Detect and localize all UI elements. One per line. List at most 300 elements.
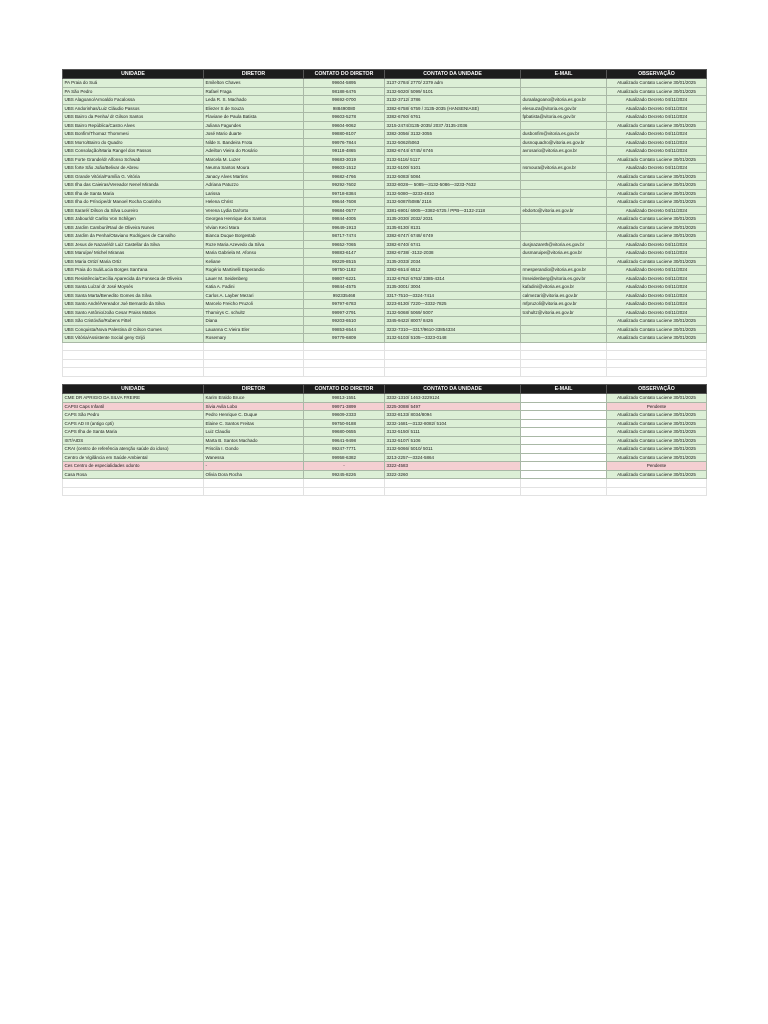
units-table-secondary <box>62 384 706 496</box>
table-row <box>63 308 707 317</box>
empty-cell <box>204 479 304 488</box>
empty-cell <box>204 351 304 360</box>
cell-email: avrosario@vitoria.es.gov.br <box>521 147 607 156</box>
table-row <box>63 172 707 181</box>
cell-unidade: UBS Bairro da Penha/ dr Gilson Santos <box>63 113 204 122</box>
cell-contato-unidade: 3132-5116/ 5117 <box>385 155 521 164</box>
cell-diretor: Elaine C. Santos Freitas <box>204 419 304 428</box>
cell-email: fpbatista@vitoria.es.gov.br <box>521 113 607 122</box>
cell-email <box>521 453 607 462</box>
cell-contato-diretor: 99247-7771 <box>304 445 385 454</box>
cell-contato-unidade: 3132-5103/ 5105—3323-0148 <box>385 334 521 343</box>
cell-observacao: Atualizado Contato Luciene 30/01/2025 <box>607 445 707 454</box>
cell-observacao: Atualizado Decreto 04/11/2024 <box>607 147 707 156</box>
cell-unidade: Centro de Vigilância em Saúde Ambiental <box>63 453 204 462</box>
cell-contato-unidade: 3322-3260 <box>385 470 521 479</box>
cell-diretor: Maria Gabriela M. Afonso <box>204 249 304 258</box>
cell-contato-diretor: 99750-1182 <box>304 266 385 275</box>
table-row <box>63 113 707 122</box>
cell-observacao: Atualizado Contato Luciene 30/01/2025 <box>607 155 707 164</box>
table-row <box>63 394 707 403</box>
cell-contato-diretor: 99118-4865 <box>304 147 385 156</box>
cell-observacao: Atualizado Decreto 04/11/2024 <box>607 164 707 173</box>
cell-unidade: UBS Jardim da Penha/Otaviano Rodrigues de Carvalho <box>63 232 204 241</box>
cell-contato-unidade: 3382-6740/ 6741 <box>385 240 521 249</box>
cell-contato-diretor: 99603-5278 <box>304 113 385 122</box>
cell-email <box>521 155 607 164</box>
cell-email <box>521 223 607 232</box>
cell-observacao: Atualizado Contato Luciene 30/01/2025 <box>607 79 707 88</box>
empty-cell <box>63 479 204 488</box>
cell-diretor: Marcelo Freicho Pruzoli <box>204 300 304 309</box>
empty-cell <box>304 351 385 360</box>
cell-contato-unidade: 3317-7510—3324-7414 <box>385 291 521 300</box>
cell-contato-unidade: 3132-5083/ 5084 <box>385 172 521 181</box>
table-row <box>63 138 707 147</box>
cell-email: dusjnazareth@vitoria.es.gov.br <box>521 240 607 249</box>
cell-contato-diretor: 99718-8384 <box>304 189 385 198</box>
cell-observacao: Atualizado Decreto 04/11/2024 <box>607 206 707 215</box>
cell-contato-unidade: 3132-3712/ 3786 <box>385 96 521 105</box>
cell-contato-unidade: 3382-6760/ 6761 <box>385 113 521 122</box>
cell-unidade: UBS Forte Grande/dr Alfonso Schwab <box>63 155 204 164</box>
table-body <box>63 394 707 496</box>
empty-cell <box>304 342 385 351</box>
cell-observacao: Atualizado Contato Luciene 30/01/2025 <box>607 436 707 445</box>
cell-contato-unidade: 3345-9422/ 8007/ 8426 <box>385 317 521 326</box>
cell-observacao: Atualizado Contato Luciene 30/01/2025 <box>607 121 707 130</box>
cell-email: dusbonfim@vitoria.es.gov.br <box>521 130 607 139</box>
cell-contato-unidade: 3135-3001/ 3004 <box>385 283 521 292</box>
header-row <box>63 70 707 79</box>
cell-observacao: Atualizado Decreto 04/11/2024 <box>607 249 707 258</box>
cell-contato-unidade: 3135-2033/ 2034 <box>385 257 521 266</box>
cell-contato-diretor: 99245-8226 <box>304 470 385 479</box>
table <box>62 69 707 377</box>
cell-diretor: Thamirys C. schultz <box>204 308 304 317</box>
cell-observacao: Atualizado Decreto 04/11/2024 <box>607 274 707 283</box>
table-row <box>63 189 707 198</box>
table-row <box>63 291 707 300</box>
cell-observacao: Atualizado Contato Luciene 30/01/2025 <box>607 189 707 198</box>
cell-observacao: Atualizado Decreto 04/11/2024 <box>607 300 707 309</box>
cell-contato-diretor: 99883-6147 <box>304 249 385 258</box>
cell-contato-diretor: 99644-7608 <box>304 198 385 207</box>
cell-unidade: UBS Alagoano/Arnoaldo Facalossa <box>63 96 204 105</box>
cell-contato-unidade: 3223-8130/ 7220—3332-7825 <box>385 300 521 309</box>
header-contato-unidade: CONTATO DA UNIDADE <box>385 70 521 79</box>
cell-observacao: Atualizado Contato Luciene 30/01/2025 <box>607 223 707 232</box>
cell-unidade: UBS Santa Luíza/ dr José Moysés <box>63 283 204 292</box>
table-row <box>63 300 707 309</box>
cell-diretor: Priscila I. Gondo <box>204 445 304 454</box>
table-row <box>63 130 707 139</box>
table-row <box>63 445 707 454</box>
cell-email: dusmaruipe@vitoria.es.gov.br <box>521 249 607 258</box>
table-row <box>63 411 707 420</box>
cell-unidade: UBS Morro/Bairro do Quadro <box>63 138 204 147</box>
cell-diretor: Adeilton Vieira do Rosário <box>204 147 304 156</box>
table-row <box>63 462 707 471</box>
cell-diretor: Lauanna C.Vieira Eler <box>204 325 304 334</box>
cell-contato-unidade: 3381-6901/ 6905—3382-6725 / PPB—3132-2118 <box>385 206 521 215</box>
empty-cell <box>63 368 204 377</box>
cell-email <box>521 428 607 437</box>
header-email: E-MAIL <box>521 70 607 79</box>
cell-email <box>521 121 607 130</box>
empty-cell <box>385 342 521 351</box>
cell-diretor: Vivian Keci Mara <box>204 223 304 232</box>
cell-unidade: PA São Pedro <box>63 87 204 96</box>
cell-observacao: Atualizado Decreto 04/11/2024 <box>607 113 707 122</box>
table-row <box>63 453 707 462</box>
cell-unidade: Casa Rosa <box>63 470 204 479</box>
cell-diretor: Katia A. Fadini <box>204 283 304 292</box>
empty-cell <box>204 359 304 368</box>
table-body <box>63 79 707 377</box>
table-row <box>63 317 707 326</box>
cell-unidade: UBS Consolação/Maria Rangel dos Passos <box>63 147 204 156</box>
cell-diretor: Marcela M. Luzer <box>204 155 304 164</box>
cell-email: lmseidenberg@vitoria.es.gov.br <box>521 274 607 283</box>
empty-cell <box>385 368 521 377</box>
cell-observacao: Atualizado Contato Luciene 30/01/2025 <box>607 419 707 428</box>
cell-contato-diretor: 99779-6809 <box>304 334 385 343</box>
cell-contato-unidade: 3137-2784/ 2770/ 2379 adm <box>385 79 521 88</box>
empty-cell <box>204 487 304 496</box>
cell-email <box>521 419 607 428</box>
cell-diretor: Olivia Dora Rocha <box>204 470 304 479</box>
cell-observacao: Atualizado Contato Luciene 30/01/2025 <box>607 428 707 437</box>
cell-diretor: Carlos A. Layber Mezari <box>204 291 304 300</box>
cell-email: dusnoquadro@vitoria.es.gov.br <box>521 138 607 147</box>
cell-contato-diretor: 99853-6544 <box>304 325 385 334</box>
cell-unidade: PA Praia do Suá <box>63 79 204 88</box>
cell-observacao: Pendente <box>607 462 707 471</box>
empty-row <box>63 342 707 351</box>
cell-email <box>521 232 607 241</box>
cell-contato-unidade: 3332-8028— 5085—3132-5086—3233-7632 <box>385 181 521 190</box>
empty-cell <box>304 479 385 488</box>
table-row <box>63 223 707 232</box>
cell-unidade: UBS Grande Vitória/Família G. Vitória <box>63 172 204 181</box>
table-row <box>63 470 707 479</box>
cell-contato-diretor: 99976-7844 <box>304 138 385 147</box>
cell-contato-diretor: 99813-1551 <box>304 394 385 403</box>
cell-contato-diretor: 99997-2791 <box>304 308 385 317</box>
table-row <box>63 266 707 275</box>
cell-contato-diretor: 99682-4766 <box>304 172 385 181</box>
cell-contato-unidade: 3213-2257—3324-5864 <box>385 453 521 462</box>
table-row <box>63 232 707 241</box>
cell-email <box>521 334 607 343</box>
cell-contato-diretor: 99292-7602 <box>304 181 385 190</box>
empty-row <box>63 351 707 360</box>
cell-diretor: Karim Eraldo Bruce <box>204 394 304 403</box>
cell-email <box>521 445 607 454</box>
empty-cell <box>385 479 521 488</box>
cell-unidade: IST/AIDS <box>63 436 204 445</box>
cell-observacao: Atualizado Decreto 04/11/2024 <box>607 138 707 147</box>
cell-contato-unidade: 3132-6762/ 6763/ 3385-4314 <box>385 274 521 283</box>
cell-diretor: José Mario duarte <box>204 130 304 139</box>
cell-email: kafadini@vitoria.es.gov.br <box>521 283 607 292</box>
cell-diretor: Neuma Santos Moura <box>204 164 304 173</box>
cell-contato-unidade: 3382-6514/ 6512 <box>385 266 521 275</box>
cell-diretor: Adriana Patuzzo <box>204 181 304 190</box>
cell-contato-unidade: 3132-5068/ 5069/ 5007 <box>385 308 521 317</box>
cell-diretor: Marta B. Santos Machado <box>204 436 304 445</box>
cell-email <box>521 87 607 96</box>
empty-cell <box>521 351 607 360</box>
cell-unidade: UBS Jardim Camburi/Raul de Oliveira Nunes <box>63 223 204 232</box>
cell-unidade: UBS Maria Ortiz/ Maria Ortiz <box>63 257 204 266</box>
cell-observacao: Atualizado Decreto 04/11/2024 <box>607 283 707 292</box>
cell-unidade: CAPS São Pedro <box>63 411 204 420</box>
cell-email <box>521 325 607 334</box>
header-row <box>63 385 707 394</box>
empty-cell <box>304 368 385 377</box>
header-contato-diretor: CONTATO DO DIRETOR <box>304 70 385 79</box>
cell-email <box>521 257 607 266</box>
cell-contato-diretor: 99958-6382 <box>304 453 385 462</box>
empty-cell <box>204 368 304 377</box>
cell-unidade: UBS Andorinhas/Luiz Cláudio Passos <box>63 104 204 113</box>
cell-observacao: Atualizado Decreto 04/11/2024 <box>607 104 707 113</box>
cell-contato-diretor: 99609-2333 <box>304 411 385 420</box>
cell-contato-diretor: 99844-4575 <box>304 283 385 292</box>
cell-observacao: Atualizado Contato Luciene 30/01/2025 <box>607 411 707 420</box>
cell-observacao: Atualizado Contato Luciene 30/01/2025 <box>607 215 707 224</box>
cell-diretor: Pedro Henrique C. Duque <box>204 411 304 420</box>
table-row <box>63 249 707 258</box>
table-row <box>63 215 707 224</box>
table-row <box>63 164 707 173</box>
cell-diretor: Janacy Alves Martins <box>204 172 304 181</box>
empty-cell <box>63 359 204 368</box>
cell-diretor: Lauer M. Seidenberg <box>204 274 304 283</box>
cell-email <box>521 317 607 326</box>
cell-contato-unidade: 3232-7310—3317/9610-33854334 <box>385 325 521 334</box>
empty-cell <box>607 368 707 377</box>
cell-contato-unidade: 3132-5107/ 5106 <box>385 436 521 445</box>
cell-email <box>521 462 607 471</box>
cell-email <box>521 198 607 207</box>
cell-contato-unidade: 3132-5087/5088/ 2116 <box>385 198 521 207</box>
cell-contato-unidade: 3382-6747/ 6748/ 6749 <box>385 232 521 241</box>
empty-row <box>63 479 707 488</box>
cell-diretor: Juliana Fagundes <box>204 121 304 130</box>
cell-unidade: UBS Santa Marta/Benedito Gomes da Silva <box>63 291 204 300</box>
cell-contato-diretor: 992335468 <box>304 291 385 300</box>
cell-diretor: Wanessa <box>204 453 304 462</box>
cell-contato-unidade: 3132-5020/ 5099/ 5101 <box>385 87 521 96</box>
cell-diretor: Leda R. S. Machado <box>204 96 304 105</box>
cell-email: duraalagoano@vitoria.es.gov.br <box>521 96 607 105</box>
cell-unidade: UBS Praia do Suá/Lucia Borges Sant'ana <box>63 266 204 275</box>
cell-unidade: UBS Ilha do Príncipe/dr Manoel Rocha Coutinho <box>63 198 204 207</box>
empty-cell <box>385 487 521 496</box>
table-row <box>63 147 707 156</box>
table <box>62 384 707 496</box>
cell-unidade: UBS Ilha de Santa Maria <box>63 189 204 198</box>
units-table-primary <box>62 69 706 377</box>
cell-email <box>521 436 607 445</box>
cell-observacao: Atualizado Contato Luciene 30/01/2025 <box>607 232 707 241</box>
empty-cell <box>521 359 607 368</box>
cell-contato-unidade: 3132-5150/ 5111 <box>385 428 521 437</box>
cell-contato-diretor: 99971-3899 <box>304 402 385 411</box>
table-row <box>63 198 707 207</box>
cell-observacao: Atualizado Contato Luciene 30/01/2025 <box>607 172 707 181</box>
cell-diretor: Rafael Fraga <box>204 87 304 96</box>
cell-diretor: Eliezer S de Souza <box>204 104 304 113</box>
cell-contato-diretor: 99844-4005 <box>304 215 385 224</box>
cell-diretor: Bianca Duque Borgestab <box>204 232 304 241</box>
table-row <box>63 121 707 130</box>
cell-contato-unidade: 3135-8130/ 8131 <box>385 223 521 232</box>
cell-observacao: Atualizado Contato Luciene 30/01/2025 <box>607 453 707 462</box>
header-diretor: DIRETOR <box>204 70 304 79</box>
empty-row <box>63 487 707 496</box>
cell-contato-diretor: 99684-0577 <box>304 206 385 215</box>
cell-diretor: Georgea Henrique dos Santos <box>204 215 304 224</box>
empty-cell <box>63 342 204 351</box>
cell-email: ebdorto@vitoria.es.gov.br <box>521 206 607 215</box>
cell-unidade: UBS Resistência/Cecília Aparecida da Fonseca de Oliveira <box>63 274 204 283</box>
header-unidade: UNIDADE <box>63 70 204 79</box>
empty-cell <box>304 487 385 496</box>
cell-unidade: CME DR APRIGIO DA SILVA FREIRE <box>63 394 204 403</box>
cell-diretor: Roze Maria Azevedo da Silva <box>204 240 304 249</box>
table-row <box>63 334 707 343</box>
table-row <box>63 240 707 249</box>
cell-diretor: Rosemary <box>204 334 304 343</box>
cell-contato-diretor: - <box>304 462 385 471</box>
cell-contato-unidade: 3232-1681—3132-8082/ 5104 <box>385 419 521 428</box>
empty-cell <box>204 342 304 351</box>
cell-contato-diretor: 99750-9188 <box>304 419 385 428</box>
cell-email: tcshultz@vitoria.es.gov.br <box>521 308 607 317</box>
table-row <box>63 419 707 428</box>
cell-observacao: Atualizado Decreto 04/11/2024 <box>607 96 707 105</box>
table-row <box>63 325 707 334</box>
cell-diretor: Luiz Claudio <box>204 428 304 437</box>
cell-observacao: Atualizado Contato Luciene 30/01/2025 <box>607 257 707 266</box>
cell-email: calmezari@vitoria.es.gov.br <box>521 291 607 300</box>
header-observacao: OBSERVAÇÃO <box>607 70 707 79</box>
cell-unidade: CAPSI Caps Infantil <box>63 402 204 411</box>
cell-email <box>521 394 607 403</box>
cell-unidade: UBS Bairro República/Castro Alves <box>63 121 204 130</box>
table-row <box>63 79 707 88</box>
cell-contato-diretor: 98717-7474 <box>304 232 385 241</box>
cell-contato-diretor: 99880-8107 <box>304 130 385 139</box>
cell-observacao: Atualizado Decreto 04/11/2024 <box>607 240 707 249</box>
cell-contato-unidade: 3322-4583 <box>385 462 521 471</box>
cell-unidade: UBS Ilha das Caieiras/Vereador Nenel Miranda <box>63 181 204 190</box>
cell-contato-diretor: 99229-8515 <box>304 257 385 266</box>
cell-email <box>521 79 607 88</box>
table-row <box>63 104 707 113</box>
empty-cell <box>607 487 707 496</box>
cell-contato-diretor: 99604-9062 <box>304 121 385 130</box>
cell-email <box>521 181 607 190</box>
cell-contato-diretor: 99683-3019 <box>304 155 385 164</box>
table-row <box>63 436 707 445</box>
cell-email: mfpruzoli@vitoria.es.gov.br <box>521 300 607 309</box>
cell-diretor: Nilde S. Bandeira Frota <box>204 138 304 147</box>
cell-contato-diretor: 99203-6510 <box>304 317 385 326</box>
empty-row <box>63 359 707 368</box>
cell-diretor: Rogério Martinelli Esperandio <box>204 266 304 275</box>
header-unidade: UNIDADE <box>63 385 204 394</box>
cell-diretor: Diana <box>204 317 304 326</box>
cell-unidade: UBS Itararé/ Dilson da Silva Loureiro <box>63 206 204 215</box>
empty-cell <box>607 351 707 360</box>
header-email: E-MAIL <box>521 385 607 394</box>
cell-contato-unidade: 3132-5062/5063 <box>385 138 521 147</box>
empty-cell <box>385 351 521 360</box>
cell-contato-unidade: 3132-5100/ 5101 <box>385 164 521 173</box>
cell-email <box>521 470 607 479</box>
cell-diretor: Emilelton Chaves <box>204 79 304 88</box>
empty-cell <box>521 342 607 351</box>
cell-unidade: CAPS AD III (antigo cpti) <box>63 419 204 428</box>
table-row <box>63 155 707 164</box>
cell-email <box>521 411 607 420</box>
cell-contato-diretor: 99649-1913 <box>304 223 385 232</box>
empty-cell <box>385 359 521 368</box>
cell-unidade: CRAI (centro de referência atenção saúde do idoso) <box>63 445 204 454</box>
cell-observacao: Atualizado Decreto 04/11/2024 <box>607 291 707 300</box>
header-observacao: OBSERVAÇÃO <box>607 385 707 394</box>
table-row <box>63 181 707 190</box>
header-contato-unidade: CONTATO DA UNIDADE <box>385 385 521 394</box>
cell-contato-unidade: 3382-6738/ -3132-2038 <box>385 249 521 258</box>
cell-contato-diretor: 99797-6783 <box>304 300 385 309</box>
cell-unidade: UBS Jabour/dr Carlito Von Schilgen <box>63 215 204 224</box>
cell-observacao: Atualizado Contato Luciene 30/01/2025 <box>607 334 707 343</box>
cell-observacao: Atualizado Contato Luciene 30/01/2025 <box>607 317 707 326</box>
cell-diretor: - <box>204 462 304 471</box>
cell-contato-unidade: 3332-8133/ 8034/8094 <box>385 411 521 420</box>
cell-email: nsmoura@vitoria.es.gov.br <box>521 164 607 173</box>
cell-contato-unidade: 3225-3088/ 5497 <box>385 402 521 411</box>
cell-unidade: UBS São Cristóvão/Rubens Fittel <box>63 317 204 326</box>
cell-contato-diretor: 99807-6221 <box>304 274 385 283</box>
cell-unidade: UBS Maruípe/ Michel Miranas <box>63 249 204 258</box>
cell-diretor: Sivia Avila Lobo <box>204 402 304 411</box>
cell-diretor: Larissa <box>204 189 304 198</box>
cell-diretor: Verena Lydia Dal'orto <box>204 206 304 215</box>
empty-cell <box>521 479 607 488</box>
empty-cell <box>607 342 707 351</box>
cell-unidade: UBS Bonfim/Thomaz Thommesi <box>63 130 204 139</box>
cell-email: elesouza@vitoria.es.gov.br <box>521 104 607 113</box>
cell-contato-diretor: 99603-1512 <box>304 164 385 173</box>
cell-contato-unidade: 3382-3056/ 3132-3055 <box>385 130 521 139</box>
cell-observacao: Atualizado Contato Luciene 30/01/2025 <box>607 325 707 334</box>
cell-unidade: UBS Vitória/Assistente Social geny Grijó <box>63 334 204 343</box>
cell-contato-diretor: 988490080 <box>304 104 385 113</box>
cell-contato-diretor: 99652-7065 <box>304 240 385 249</box>
cell-contato-unidade: 3135-2030/ 2032/ 2031 <box>385 215 521 224</box>
cell-email <box>521 189 607 198</box>
table-row <box>63 87 707 96</box>
table-row <box>63 96 707 105</box>
table-row <box>63 274 707 283</box>
